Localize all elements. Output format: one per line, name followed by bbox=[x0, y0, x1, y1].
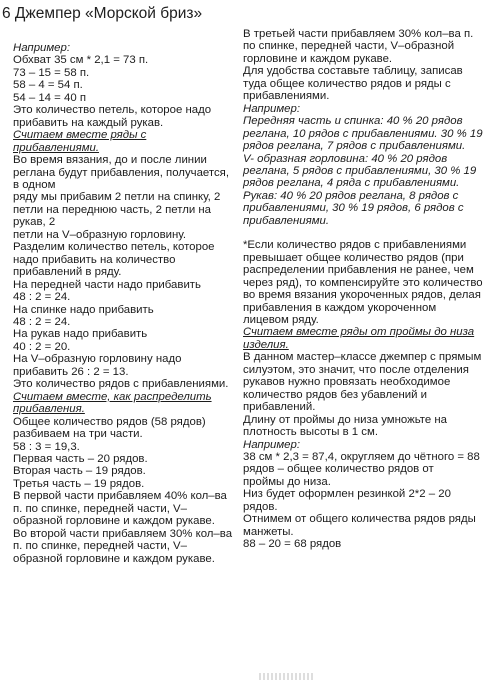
left-paragraph: Третья часть – 19 рядов. bbox=[13, 477, 145, 490]
left-paragraph: На спинке надо прибавить bbox=[13, 303, 154, 316]
left-paragraph: Например: bbox=[13, 42, 71, 54]
right-paragraph: проймы до низа. bbox=[243, 475, 331, 488]
left-paragraph: 48 : 2 = 24. bbox=[13, 315, 71, 328]
right-column bbox=[243, 28, 483, 551]
left-paragraph: Обхват 35 см * 2,1 = 73 п. bbox=[13, 54, 149, 67]
left-paragraph: Во время вязания, до и после линии реглана будут прибавления, получается, в одном bbox=[13, 154, 229, 191]
right-paragraph: Считаем вместе ряды от проймы до низа изделия. bbox=[243, 326, 475, 351]
right-paragraph: Например: bbox=[243, 102, 301, 115]
left-paragraph: Считаем вместе, как распределить прибавления. bbox=[13, 390, 212, 416]
left-paragraph: Это количество рядов с прибавлениями. bbox=[13, 378, 229, 391]
right-paragraph: В третьей части прибавляем 30% кол–ва п. по спинке, передней части, V–образной горловине и каждом рукаве. bbox=[243, 28, 474, 65]
left-paragraph: Разделим количество петель, которое надо прибавить на количество прибавлений в ряду. bbox=[13, 241, 215, 279]
right-paragraph: *Если количество рядов с прибавлениями превышает общее количество рядов (при распределении прибавления не ранее, чем через ряд), то компенсируйте это количество во время вязания укороченных рядов, делая прибавления в каждом укороченном лицевом ряду. bbox=[243, 239, 483, 326]
left-paragraph: 54 – 14 = 40 п bbox=[13, 91, 86, 104]
left-paragraph: 40 : 2 = 20. bbox=[13, 340, 71, 353]
right-paragraph bbox=[243, 227, 483, 239]
left-paragraph: Общее количество рядов (58 рядов) разбиваем на три части. bbox=[13, 415, 206, 441]
right-paragraph: V- образная горловина: 40 % 20 рядов реглана, 5 рядов с прибавлениями, 30 % 19 рядов реглана, 4 ряда с прибавлениями. bbox=[243, 152, 477, 190]
left-paragraph: Это количество петель, которое надо прибавить на каждый рукав. bbox=[13, 104, 212, 129]
left-paragraph: 58 – 4 = 54 п. bbox=[13, 79, 83, 92]
left-paragraph: На рукав надо прибавить bbox=[13, 328, 148, 341]
left-paragraph: ряду мы прибавим 2 петли на спинку, 2 петли на переднюю часть, 2 петли на рукав, 2 bbox=[13, 191, 221, 229]
left-paragraph: Первая часть – 20 рядов. bbox=[13, 452, 148, 465]
right-paragraph: 38 см * 2,3 = 87,4, округляем до чётного = 88 рядов – общее количество рядов от bbox=[243, 450, 480, 476]
right-paragraph: В данном мастер–классе джемпер с прямым силуэтом, это значит, что после отделения рукавов нужно провязать необходимое количество рядов без убавлений и прибавлений. bbox=[243, 351, 482, 414]
right-paragraph: Длину от проймы до низа умножьте на плотность высоты в 1 см. bbox=[243, 413, 448, 439]
left-paragraph: петли на V–образную горловину. bbox=[13, 228, 187, 241]
left-paragraph: 73 – 15 = 58 п. bbox=[13, 66, 90, 79]
right-paragraph: 88 – 20 = 68 рядов bbox=[243, 538, 342, 551]
left-paragraph: Во второй части прибавляем 30% кол–ва п. по спинке, передней части, V–образной горловине и каждом рукаве. bbox=[13, 527, 233, 565]
right-paragraph: Для удобства составьте таблицу, записав туда общее количество рядов и ряды с прибавлениями. bbox=[243, 65, 463, 103]
right-paragraph: Рукав: 40 % 20 рядов реглана, 8 рядов с прибавлениями, 30 % 19 рядов, 6 рядов с прибавлениями. bbox=[243, 189, 464, 227]
right-paragraph: Низ будет оформлен резинкой 2*2 – 20 рядов. bbox=[243, 488, 451, 513]
watermark-stripe bbox=[259, 673, 315, 680]
left-paragraph: 48 : 2 = 24. bbox=[13, 291, 71, 304]
left-paragraph: Вторая часть – 19 рядов. bbox=[13, 465, 146, 478]
right-paragraph: Например: bbox=[243, 438, 301, 451]
left-paragraph: 58 : 3 = 19,3. bbox=[13, 440, 80, 453]
right-paragraph: Передняя часть и спинка: 40 % 20 рядов реглана, 10 рядов с прибавлениями. 30 % 19 рядов реглана, 7 рядов с прибавлениями. bbox=[243, 115, 483, 153]
left-paragraph: На V–образную горловину надо прибавить 26 : 2 = 13. bbox=[13, 353, 182, 378]
right-paragraph: Отнимем от общего количества рядов ряды манжеты. bbox=[243, 513, 476, 538]
document-title: 6 Джемпер «Морской бриз» bbox=[2, 5, 203, 22]
left-paragraph: Считаем вместе ряды с прибавлениями. bbox=[13, 129, 147, 154]
left-paragraph: На передней части надо прибавить bbox=[13, 278, 201, 291]
left-paragraph: В первой части прибавляем 40% кол–ва п. по спинке, передней части, V–образной горловине и каждом рукаве. bbox=[13, 490, 227, 528]
left-column bbox=[13, 42, 235, 565]
